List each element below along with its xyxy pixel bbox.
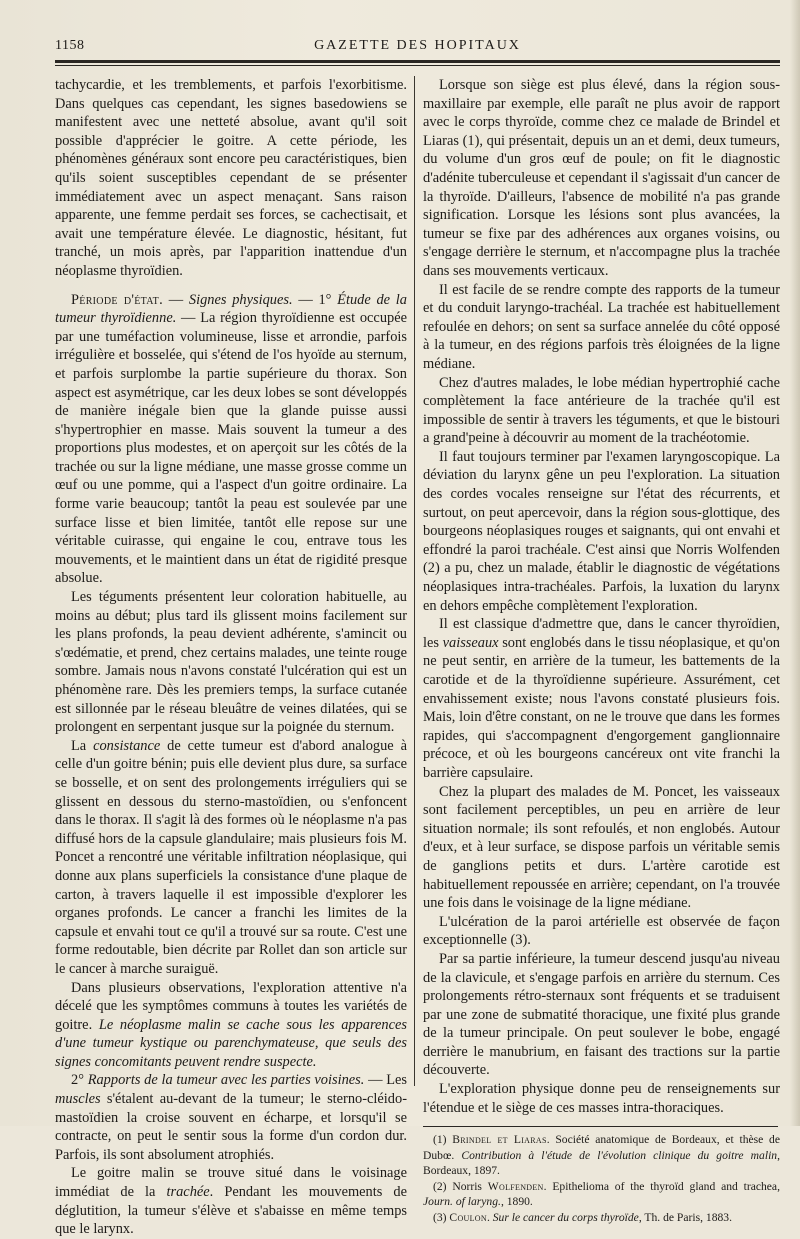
footnote-rule <box>423 1126 778 1127</box>
paragraph-text: s'étalent au-devant de la tumeur; le sterno-cléido-mastoïdien la croise souvent en écharpe, et lorsqu'il se contracte, on peut le sentir sous la forme d'un cordon dur. Parfois, ils sont absolument atrophiés. <box>55 1091 407 1163</box>
column-divider <box>414 76 415 1086</box>
footnotes <box>423 1132 780 1225</box>
footnote <box>423 1132 780 1179</box>
footnote-text: , 1890. <box>500 1195 533 1209</box>
footnote-text: , Th. de Paris, 1883. <box>638 1210 733 1224</box>
footnote-author: Brindel et Liaras <box>452 1133 547 1147</box>
footnote-journal: Journ. of laryng. <box>423 1195 501 1209</box>
footnote-text: . Société anatomique de Bordeaux, et thèse de Dubœ. <box>423 1133 780 1162</box>
footnote-author: Wolfenden <box>487 1179 544 1193</box>
paragraph-text: sont englobés dans le tissu néoplasique, et qu'on ne peut sentir, en arrière de la tumeur, les battements de la carotide et de la thyroïdienne supérieure. Assurément, cet envahissement existe; nous l'avons constaté plusieurs fois. Mais, loin d'être constant, on ne le trouve que dans les formes rapides, qui s'accompagnent d'engorgement ganglionnaire précoce, et où les bourgeons cancéreux ont vite franchi la barrière capsulaire. <box>423 634 780 781</box>
footnote-text: . <box>486 1210 493 1224</box>
footnote <box>423 1179 780 1210</box>
paragraph <box>55 291 407 589</box>
keyword: consistance <box>93 737 161 754</box>
footnote-author: Coulon <box>449 1210 487 1224</box>
dash: — <box>162 291 189 308</box>
paragraph: Les téguments présentent leur coloration habituelle, au moins au début; plus tard ils glissent moins facilement sur les plans profonds, la peau devient adhérente, s'amincit ou s'œdématie, et prend, chez certains malades, une teinte rouge sombre. Jamais nous n'avons constaté l'ulcération qui est un phénomène rare. Dès les premiers temps, la surface cutanée est sillonnée par le réseau bleuâtre de veines dilatées, qui se prolongent en serpentant jusque sur la poignée du sternum. <box>55 589 407 736</box>
left-column <box>55 76 407 1239</box>
section-number: 2° <box>71 1072 88 1089</box>
paragraph-text: Dans plusieurs observations, l'exploration attentive n'a décelé que les symptômes communs à toutes les variétés de goitre. <box>55 979 407 1033</box>
paragraph: Il est facile de se rendre compte des rapports de la tumeur et du conduit laryngo-trachéal. La trachée est habituellement refoulée en dehors; on sent sa surface annelée du côté opposé à la tumeur, en des régions parfois très éloignées de la ligne médiane. <box>423 281 780 372</box>
footnote-title: Contribution à l'étude de l'évolution clinique du goitre malin <box>461 1148 778 1162</box>
paragraph <box>55 1071 407 1164</box>
footnote-text: . Epithelioma of the thyroïd gland and trachea, <box>543 1179 780 1193</box>
section-heading: Signes physiques. <box>188 291 293 308</box>
section-label: Période d'état. <box>71 291 163 308</box>
paragraph: Lorsque son siège est plus élevé, dans la région sous-maxillaire par exemple, elle paraît ne plus avoir de rapport avec le corps thyroïde, comme chez ce malade de Brindel et Liaras (1), qui présentait, depuis un an et demi, deux tumeurs, du volume d'un gros œuf de poule; on fit le diagnostic d'adénite tuberculeuse et cependant il s'agissait d'un cancer de la thyroïde. D'ailleurs, l'absence de mobilité n'a pas grande signification. Lorsque les lésions sont plus avancées, la tumeur se fixe par des adhérences aux organes voisins, ou s'engage derrière le sternum, et n'accompagne plus la trachée dans ses mouvements verticaux. <box>423 77 780 279</box>
paragraph: Chez d'autres malades, le lobe médian hypertrophié cache complètement la face antérieure de la trachée qu'il est impossible de sentir à travers les téguments, et que le bistouri a grand'peine à découvrir au moment de la trachéotomie. <box>423 374 780 447</box>
paragraph: Par sa partie inférieure, la tumeur descend jusqu'au niveau de la clavicule, et s'engage parfois en arrière du sternum. Ces prolongements rétro-sternaux sont fréquents et se traduisent par une zone de submatité thoracique, une fixité plus grande de la tumeur principale. On peut soulever le bobe, engagé derrière le manubrium, en faisant des tractions sur la partie découverte. <box>423 950 780 1079</box>
paragraph <box>55 979 407 1072</box>
paragraph: Chez la plupart des malades de M. Poncet, les vaisseaux sont facilement perceptibles, un peu en arrière de leur situation normale; ils sont refoulés, et non englobés. Autour d'eux, et à leur surface, se dispose parfois un véritable semis de ganglions petits et durs. L'artère carotide est habituellement repoussée en arrière; cependant, on l'a trouvée une fois dans le voisinage de la ligne médiane. <box>423 783 780 912</box>
paragraph-text: Le goitre malin se trouve situé dans le voisinage immédiat de la <box>55 1165 407 1201</box>
paragraph <box>55 1164 407 1238</box>
paragraph-text: Il est classique d'admettre que, dans le cancer thyroïdien, les <box>423 616 780 651</box>
paragraph: L'ulcération de la paroi artérielle est observée de façon exceptionnelle (3). <box>423 913 780 949</box>
footnote <box>423 1210 780 1226</box>
paragraph <box>423 615 780 782</box>
paragraph: tachycardie, et les tremblements, et parfois l'exorbitisme. Dans quelques cas cependant, les signes basedowiens se manifestent avec une netteté absolue, avant qu'il soit possible d'apprécier le goitre. A cette période, les phénomènes généraux sont encore peu caractéristiques, bien qu'ils soient susceptibles cependant de se présenter immédiatement avec un aspect menaçant. Sans raison apparente, une femme perdait ses forces, se cachectisait, et avait une température élevée. Le diagnostic, hésitant, fut tranché, un mois après, par l'apparition inattendue d'un néoplasme thyroïdien. <box>55 77 407 279</box>
page-header <box>55 36 780 58</box>
paragraph: Il faut toujours terminer par l'examen laryngoscopique. La déviation du larynx gêne un peu l'exploration. La situation des cordes vocales renseigne sur l'état des récurrents, et surtout, on peut apercevoir, dans la région sous-glottique, des bourgeons néoplasiques rouges et saignants, qui ont envahi et effondré la paroi trachéale. C'est ainsi que Norris Wolfenden (2) a pu, chez un malade, établir le diagnostic de végétations néoplasiques intra-trachéales. Parfois, la luxation du larynx en dehors empêche complètement l'exploration. <box>423 448 780 614</box>
footnote-number: (1) <box>433 1133 453 1147</box>
paragraph-text: La <box>71 737 94 754</box>
paragraph-text: — La région thyroïdienne est occupée par une tuméfaction volumineuse, lisse et arrondie, parfois irrégulière et bosselée, qui s'étend de l'os hyoïde au sternum, et parfois surplombe la partie supérieure du thorax. Son aspect est asymétrique, car les deux lobes se sont développés de manière inégale bien que la glande puisse aussi s'hypertrophier en masse. Mais souvent la tumeur a des proportions plus modestes, et on aperçoit sur les côtés de la trachée ou sur la ligne médiane, une masse grosse comme un œuf ou une pomme, qui a l'aspect d'un goitre ordinaire. La forme varie beaucoup; tantôt la peau est soulevée par une surface lisse et bien limitée, tantôt elle repose sur une véritable cuirasse, qui engaine le cou, entrave tous les mouvements, et le maintient dans un état de rigidité presque absolue. <box>55 310 407 587</box>
subsection-heading: Rapports de la tumeur avec les parties voisines. <box>87 1072 365 1089</box>
paragraph <box>55 737 407 979</box>
keyword: vaisseaux <box>442 634 499 651</box>
keyword: trachée <box>166 1184 210 1201</box>
emphasis: Le néoplasme malin se cache sous les apparences d'une tumeur kystique ou parenchymateuse, que seuls des signes concomitants peuvent rendre suspecte. <box>55 1016 408 1070</box>
page-edge-shadow <box>790 0 800 1126</box>
paragraph-text: . Pendant les mouvements de déglutition, la tumeur s'élève et s'abaisse en même temps que le larynx. <box>55 1184 407 1238</box>
paragraph: L'exploration physique donne peu de renseignements sur l'étendue et le siège de ces masses intra-thoraciques. <box>423 1081 780 1116</box>
dash: — Les <box>364 1072 407 1089</box>
running-title: GAZETTE DES HOPITAUX <box>314 38 521 53</box>
page-number: 1158 <box>55 38 85 53</box>
keyword: muscles <box>55 1091 101 1108</box>
footnote-title: Sur le cancer du corps thyroïde <box>492 1210 639 1224</box>
footnote-number: (3) <box>433 1210 450 1224</box>
footnote-text: , Bordeaux, 1897. <box>423 1148 780 1178</box>
subsection-heading: Étude de la tumeur thyroïdienne. <box>55 291 407 327</box>
paragraph-text: de cette tumeur est d'abord analogue à celle d'un goitre bénin; puis elle devient plus dure, sa surface se bosselle, et on sent des prolongements irréguliers qui se glissent en dessous du sterno-mastoïdien, ou s'enfoncent dans le thorax. Il s'agit là des formes où le néoplasme n'a pas diffusé hors de la capsule glandulaire; mais plusieurs fois M. Poncet a rencontré une véritable infiltration néoplasique, qui donne aux plans superficiels la consistance d'une plaque de carton, à travers laquelle il est impossible d'explorer les organes profonds. Le cancer a franchi les limites de la capsule et envahi tout ce qu'il a trouvé sur sa route. C'est une forme redoutable, bien décrite par Rollet dan son article sur le cancer à marche suraiguë. <box>55 737 407 977</box>
header-rule-thick <box>55 60 780 63</box>
right-column <box>423 76 780 1225</box>
footnote-number: (2) Norris <box>433 1179 488 1193</box>
header-rule-thin <box>55 65 780 66</box>
dash: — 1° <box>292 291 338 308</box>
